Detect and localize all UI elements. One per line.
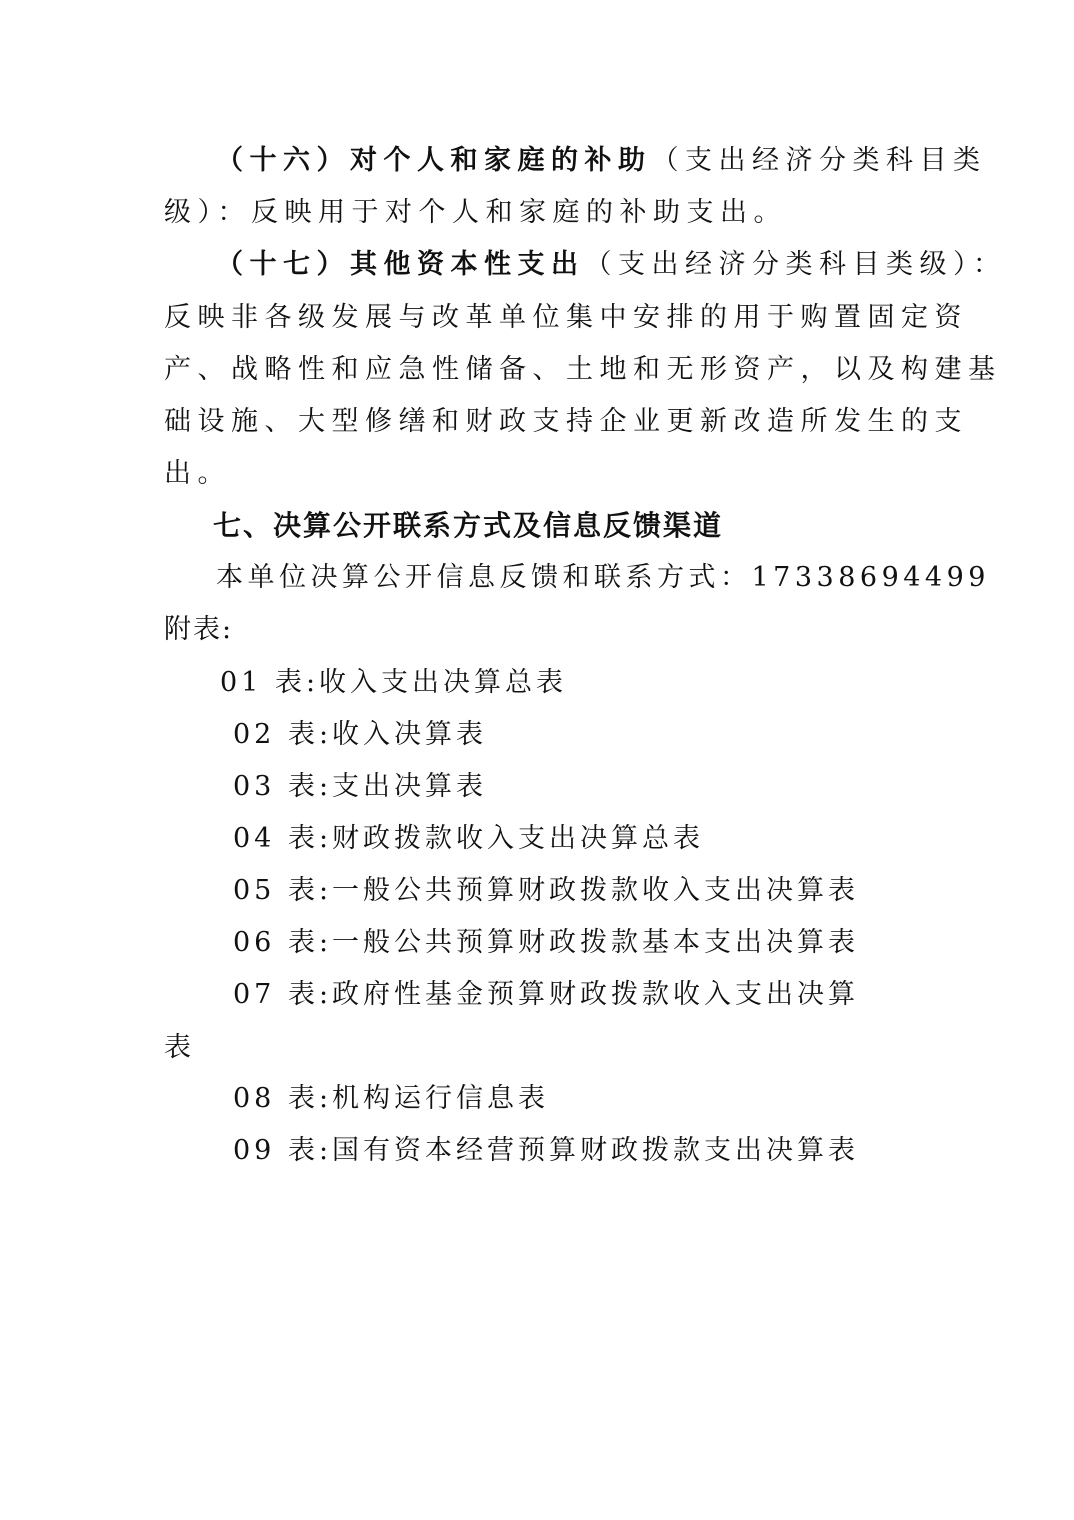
- appendix-item: 04 表:财政拨款收入支出决算总表: [233, 823, 705, 854]
- appendix-item: 07 表:政府性基金预算财政拨款收入支出决算: [233, 979, 860, 1010]
- item17-line5: 出。: [164, 458, 231, 489]
- section7-heading: 七、决算公开联系方式及信息反馈渠道: [213, 509, 724, 542]
- appendix-item: 05 表:一般公共预算财政拨款收入支出决算表: [233, 875, 860, 906]
- appendix-item: 08 表:机构运行信息表: [233, 1083, 550, 1114]
- item16-title: （十六）对个人和家庭的补助: [216, 145, 652, 176]
- item17-line1-rest: （支出经济分类科目类级）：: [584, 249, 1007, 280]
- appendix-item: 02 表:收入决算表: [233, 719, 488, 750]
- appendix-item: 01 表:收入支出决算总表: [220, 667, 568, 698]
- item16-line1-rest: （支出经济分类科目类: [651, 145, 987, 176]
- appendix-item: 03 表:支出决算表: [233, 771, 488, 802]
- item17-title: （十七）其他资本性支出: [216, 249, 585, 280]
- item17-line1: [0, 247, 1074, 283]
- item16-line2: 级）：反映用于对个人和家庭的补助支出。: [164, 197, 787, 228]
- item17-line2: 反映非各级发展与改革单位集中安排的用于购置固定资: [164, 302, 968, 333]
- appendix-item: 09 表:国有资本经营预算财政拨款支出决算表: [233, 1135, 860, 1166]
- item17-line3: 产、战略性和应急性储备、土地和无形资产，以及构建基: [164, 354, 1002, 385]
- appendix-item: 06 表:一般公共预算财政拨款基本支出决算表: [233, 927, 860, 958]
- appendix-label: 附表:: [164, 614, 234, 645]
- section7-contact: 本单位决算公开信息反馈和联系方式：17338694499: [216, 562, 990, 593]
- item17-line4: 础设施、大型修缮和财政支持企业更新改造所发生的支: [164, 406, 968, 437]
- item16-line1: [0, 143, 1074, 179]
- appendix-item-wrap: 表: [164, 1032, 198, 1063]
